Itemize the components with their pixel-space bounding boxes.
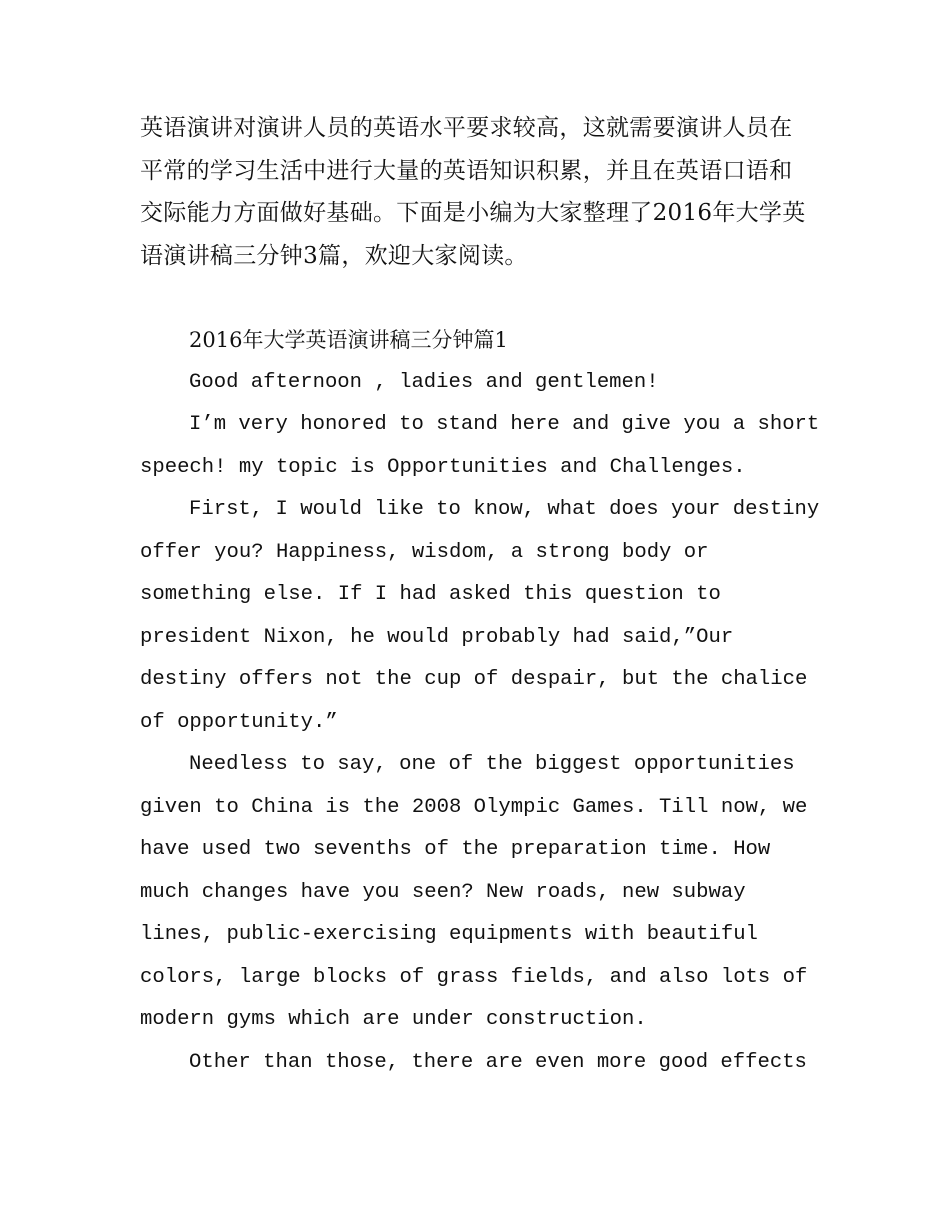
intro-paragraph: 英语演讲对演讲人员的英语水平要求较高，这就需要演讲人员在平常的学习生活中进行大量的英语知识积累，并且在英语口语和交际能力方面做好基础。下面是小编为大家整理了2016年大学英语演讲稿三分钟3篇，欢迎大家阅读。 (140, 115, 806, 269)
section-title: 2016年大学英语演讲稿三分钟篇1 (189, 328, 508, 352)
paragraph-greeting: Good afternoon , ladies and gentlemen! (189, 370, 659, 394)
speech-body (140, 319, 820, 1084)
paragraph-topic: I’m very honored to stand here and give you a short speech! my topic is Opportunities and Challenges. (140, 413, 820, 479)
paragraph-destiny: First, I would like to know, what does your destiny offer you? Happiness, wisdom, a strong body or something else. If I had asked this question to president Nixon, he would probably had said,”Our destiny offers not the cup of despair, but the chalice of opportunity.” (140, 498, 820, 734)
paragraph-olympics: Needless to say, one of the biggest opportunities given to China is the 2008 Olympic Games. Till now, we have used two sevenths of the preparation time. How much changes have you seen? New roads, new subway lines, public-exercising equipments with beautiful colors, large blocks of grass fields, and also lots of modern gyms which are under construction. (140, 753, 808, 1031)
paragraph-effects: Other than those, there are even more good effects (189, 1050, 807, 1074)
